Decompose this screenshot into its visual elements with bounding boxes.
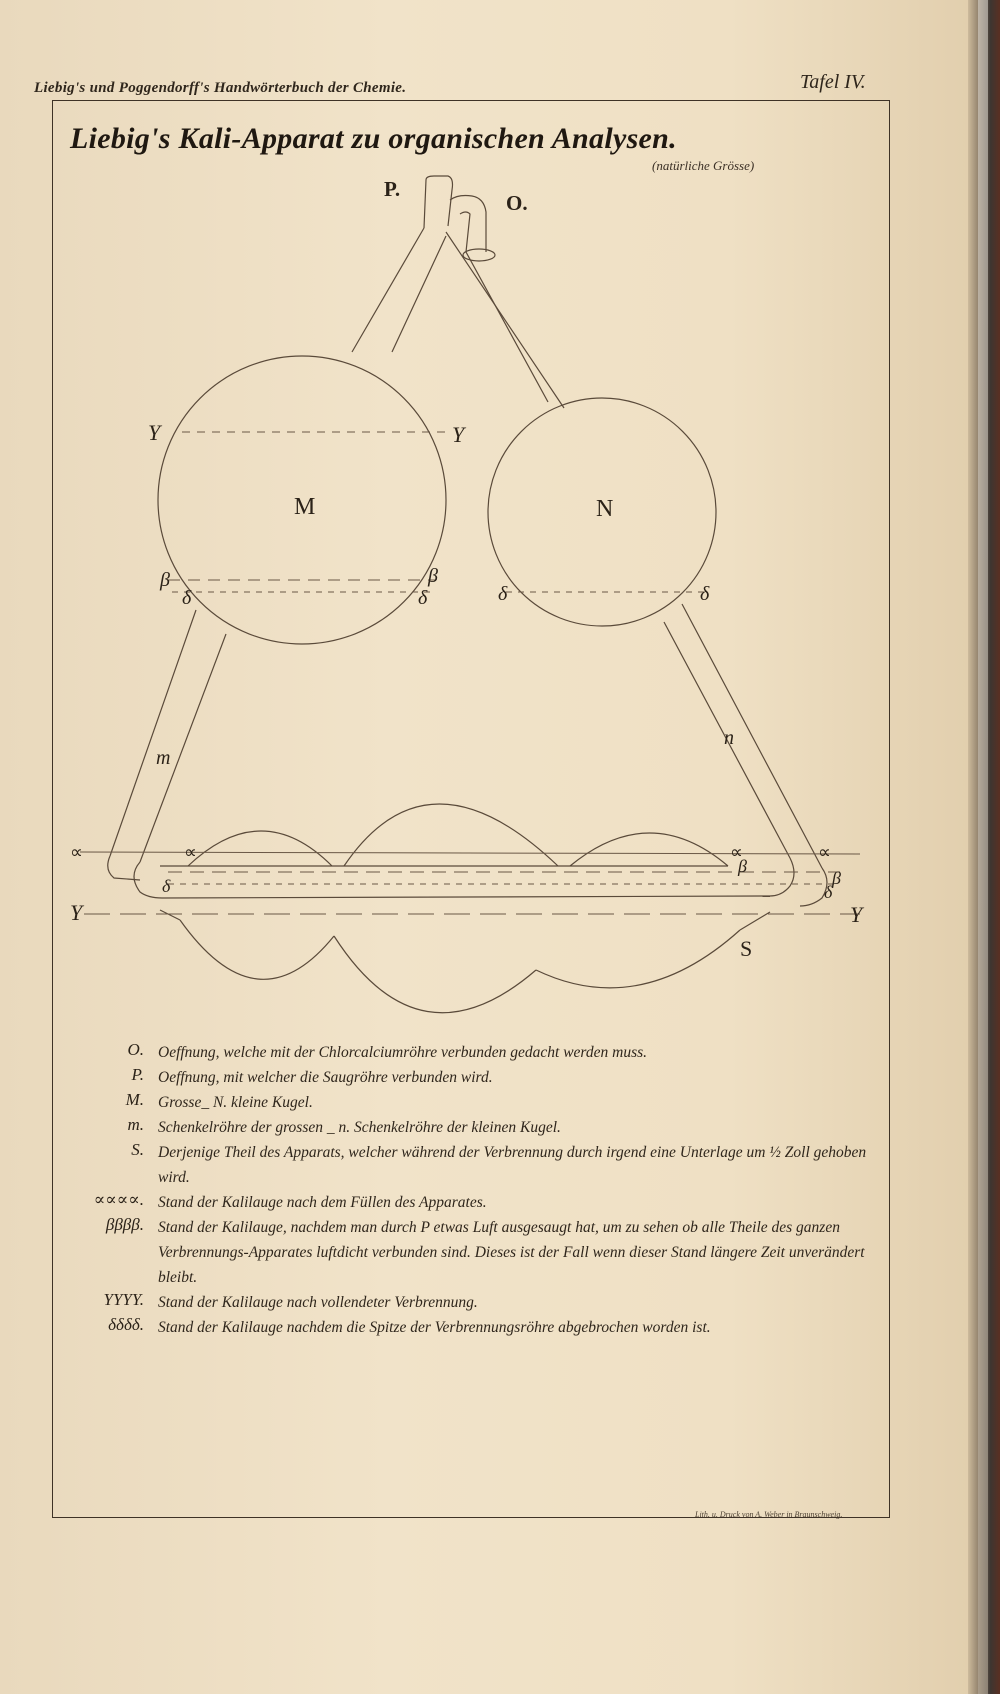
arc-upper-1 bbox=[188, 831, 332, 866]
apparatus-outline bbox=[108, 176, 827, 1013]
bottom-right-bend bbox=[800, 868, 827, 906]
arm-left-inner bbox=[392, 236, 446, 352]
label-n: N bbox=[596, 496, 614, 522]
legend-row-delta bbox=[48, 1315, 888, 1340]
arc-upper-3 bbox=[570, 833, 728, 866]
label-beta-right: β bbox=[428, 565, 438, 587]
legend-text: Stand der Kalilauge nachdem die Spitze der Verbrennungsröhre abgebrochen worden ist. bbox=[158, 1319, 711, 1336]
bottom-tube-lower bbox=[162, 896, 770, 898]
legend-text: Stand der Kalilauge nach vollendeter Verbrennung. bbox=[158, 1294, 478, 1311]
arc-lower-3 bbox=[536, 930, 740, 988]
label-alpha-left: ∝ bbox=[70, 842, 83, 862]
tube-p-left bbox=[424, 180, 426, 228]
arc-lower-1 bbox=[180, 920, 334, 979]
plate-title: Liebig's Kali-Apparat zu organischen Analysen. bbox=[70, 122, 677, 155]
legend-key: δδδδ. bbox=[108, 1315, 144, 1334]
legend-key: ββββ. bbox=[105, 1215, 144, 1234]
legend-text: Stand der Kalilauge nach dem Füllen des Apparates. bbox=[158, 1194, 487, 1211]
tube-o bbox=[450, 196, 486, 253]
label-beta-bottom-far-right: β bbox=[832, 868, 841, 888]
legend bbox=[48, 1040, 888, 1340]
tube-m-inner bbox=[140, 634, 226, 862]
legend-text: Schenkelröhre der grossen _ n. Schenkelröhre der kleinen Kugel. bbox=[158, 1119, 561, 1136]
legend-row-p bbox=[48, 1065, 888, 1090]
tube-o-inner bbox=[460, 212, 470, 252]
legend-text: Stand der Kalilauge, nachdem man durch P etwas Luft ausgesaugt hat, um zu sehen ob alle Theile des ganzen Verbrennungs-Apparates luftdicht verbunden sind. Dieses ist der Fall wenn dieser Stand längere Zeit unverändert bleibt. bbox=[158, 1219, 865, 1286]
legend-key: S. bbox=[131, 1140, 144, 1159]
label-delta-bottom-left: δ bbox=[162, 876, 171, 896]
legend-row-tubes bbox=[48, 1115, 888, 1140]
legend-row-gamma bbox=[48, 1290, 888, 1315]
label-tube-n: n bbox=[724, 727, 734, 749]
label-p: P. bbox=[384, 177, 401, 201]
label-alpha-mid-left: ∝ bbox=[184, 842, 197, 862]
bottom-left-bend bbox=[108, 856, 140, 880]
legend-key: ∝∝∝∝. bbox=[93, 1190, 144, 1209]
tube-m-outer bbox=[110, 610, 196, 856]
legend-key: O. bbox=[127, 1040, 144, 1059]
legend-key: m. bbox=[127, 1115, 144, 1134]
legend-row-m bbox=[48, 1090, 888, 1115]
label-s: S bbox=[740, 936, 753, 961]
legend-key: P. bbox=[131, 1065, 144, 1084]
label-tube-m: m bbox=[156, 747, 171, 769]
legend-text: Oeffnung, welche mit der Chlorcalciumröhre verbunden gedacht werden muss. bbox=[158, 1044, 648, 1061]
arm-right-inner bbox=[466, 252, 548, 402]
label-m: M bbox=[294, 494, 316, 520]
legend-key: YYYY. bbox=[103, 1290, 144, 1309]
bottom-bulb-joints bbox=[160, 910, 770, 930]
label-alpha-right: ∝ bbox=[818, 842, 831, 862]
label-gamma-bottom-right: Y bbox=[850, 902, 863, 927]
book-header: Liebig's und Poggendorff's Handwörterbuch der Chemie. bbox=[34, 80, 407, 96]
lithographer-imprint: Lith. u. Druck von A. Weber in Braunschweig. bbox=[695, 1510, 843, 1519]
arc-upper-2 bbox=[344, 804, 558, 866]
legend-row-beta bbox=[48, 1215, 888, 1290]
legend-row-s bbox=[48, 1140, 888, 1190]
legend-row-o bbox=[48, 1040, 888, 1065]
bottom-right-inner-bend bbox=[770, 858, 794, 896]
label-delta-n-left: δ bbox=[498, 583, 508, 605]
legend-row-alpha bbox=[48, 1190, 888, 1215]
arm-left-outer bbox=[352, 228, 424, 352]
label-beta-bottom-right: β bbox=[738, 856, 747, 876]
label-delta-n-right: δ bbox=[700, 583, 710, 605]
label-beta-left: β bbox=[160, 569, 170, 591]
plate-number: Tafel IV. bbox=[800, 71, 866, 93]
level-alpha bbox=[80, 852, 860, 854]
label-gamma-right: Y bbox=[452, 422, 465, 447]
arm-right-outer bbox=[446, 232, 564, 408]
arc-lower-2 bbox=[334, 936, 536, 1013]
tube-n-outer bbox=[682, 604, 822, 868]
label-delta-m-left: δ bbox=[182, 587, 192, 609]
legend-key: M. bbox=[125, 1090, 144, 1109]
legend-text: Derjenige Theil des Apparats, welcher während der Verbrennung durch irgend eine Unterlage um ½ Zoll gehoben wird. bbox=[158, 1144, 867, 1186]
legend-text: Grosse_ N. kleine Kugel. bbox=[158, 1094, 313, 1111]
label-o: O. bbox=[506, 191, 528, 215]
label-gamma-left: Y bbox=[148, 420, 161, 445]
tube-p bbox=[426, 176, 453, 226]
level-lines bbox=[80, 432, 860, 914]
diagram-labels bbox=[70, 177, 865, 961]
legend-text: Oeffnung, mit welcher die Saugröhre verbunden wird. bbox=[158, 1069, 493, 1086]
label-alpha-mid-right: ∝ bbox=[730, 842, 743, 862]
label-gamma-bottom-left: Y bbox=[70, 900, 83, 925]
label-delta-m-right: δ bbox=[418, 587, 428, 609]
label-delta-bottom-right: δ bbox=[824, 882, 833, 902]
plate-subtitle: (natürliche Grösse) bbox=[652, 158, 755, 173]
